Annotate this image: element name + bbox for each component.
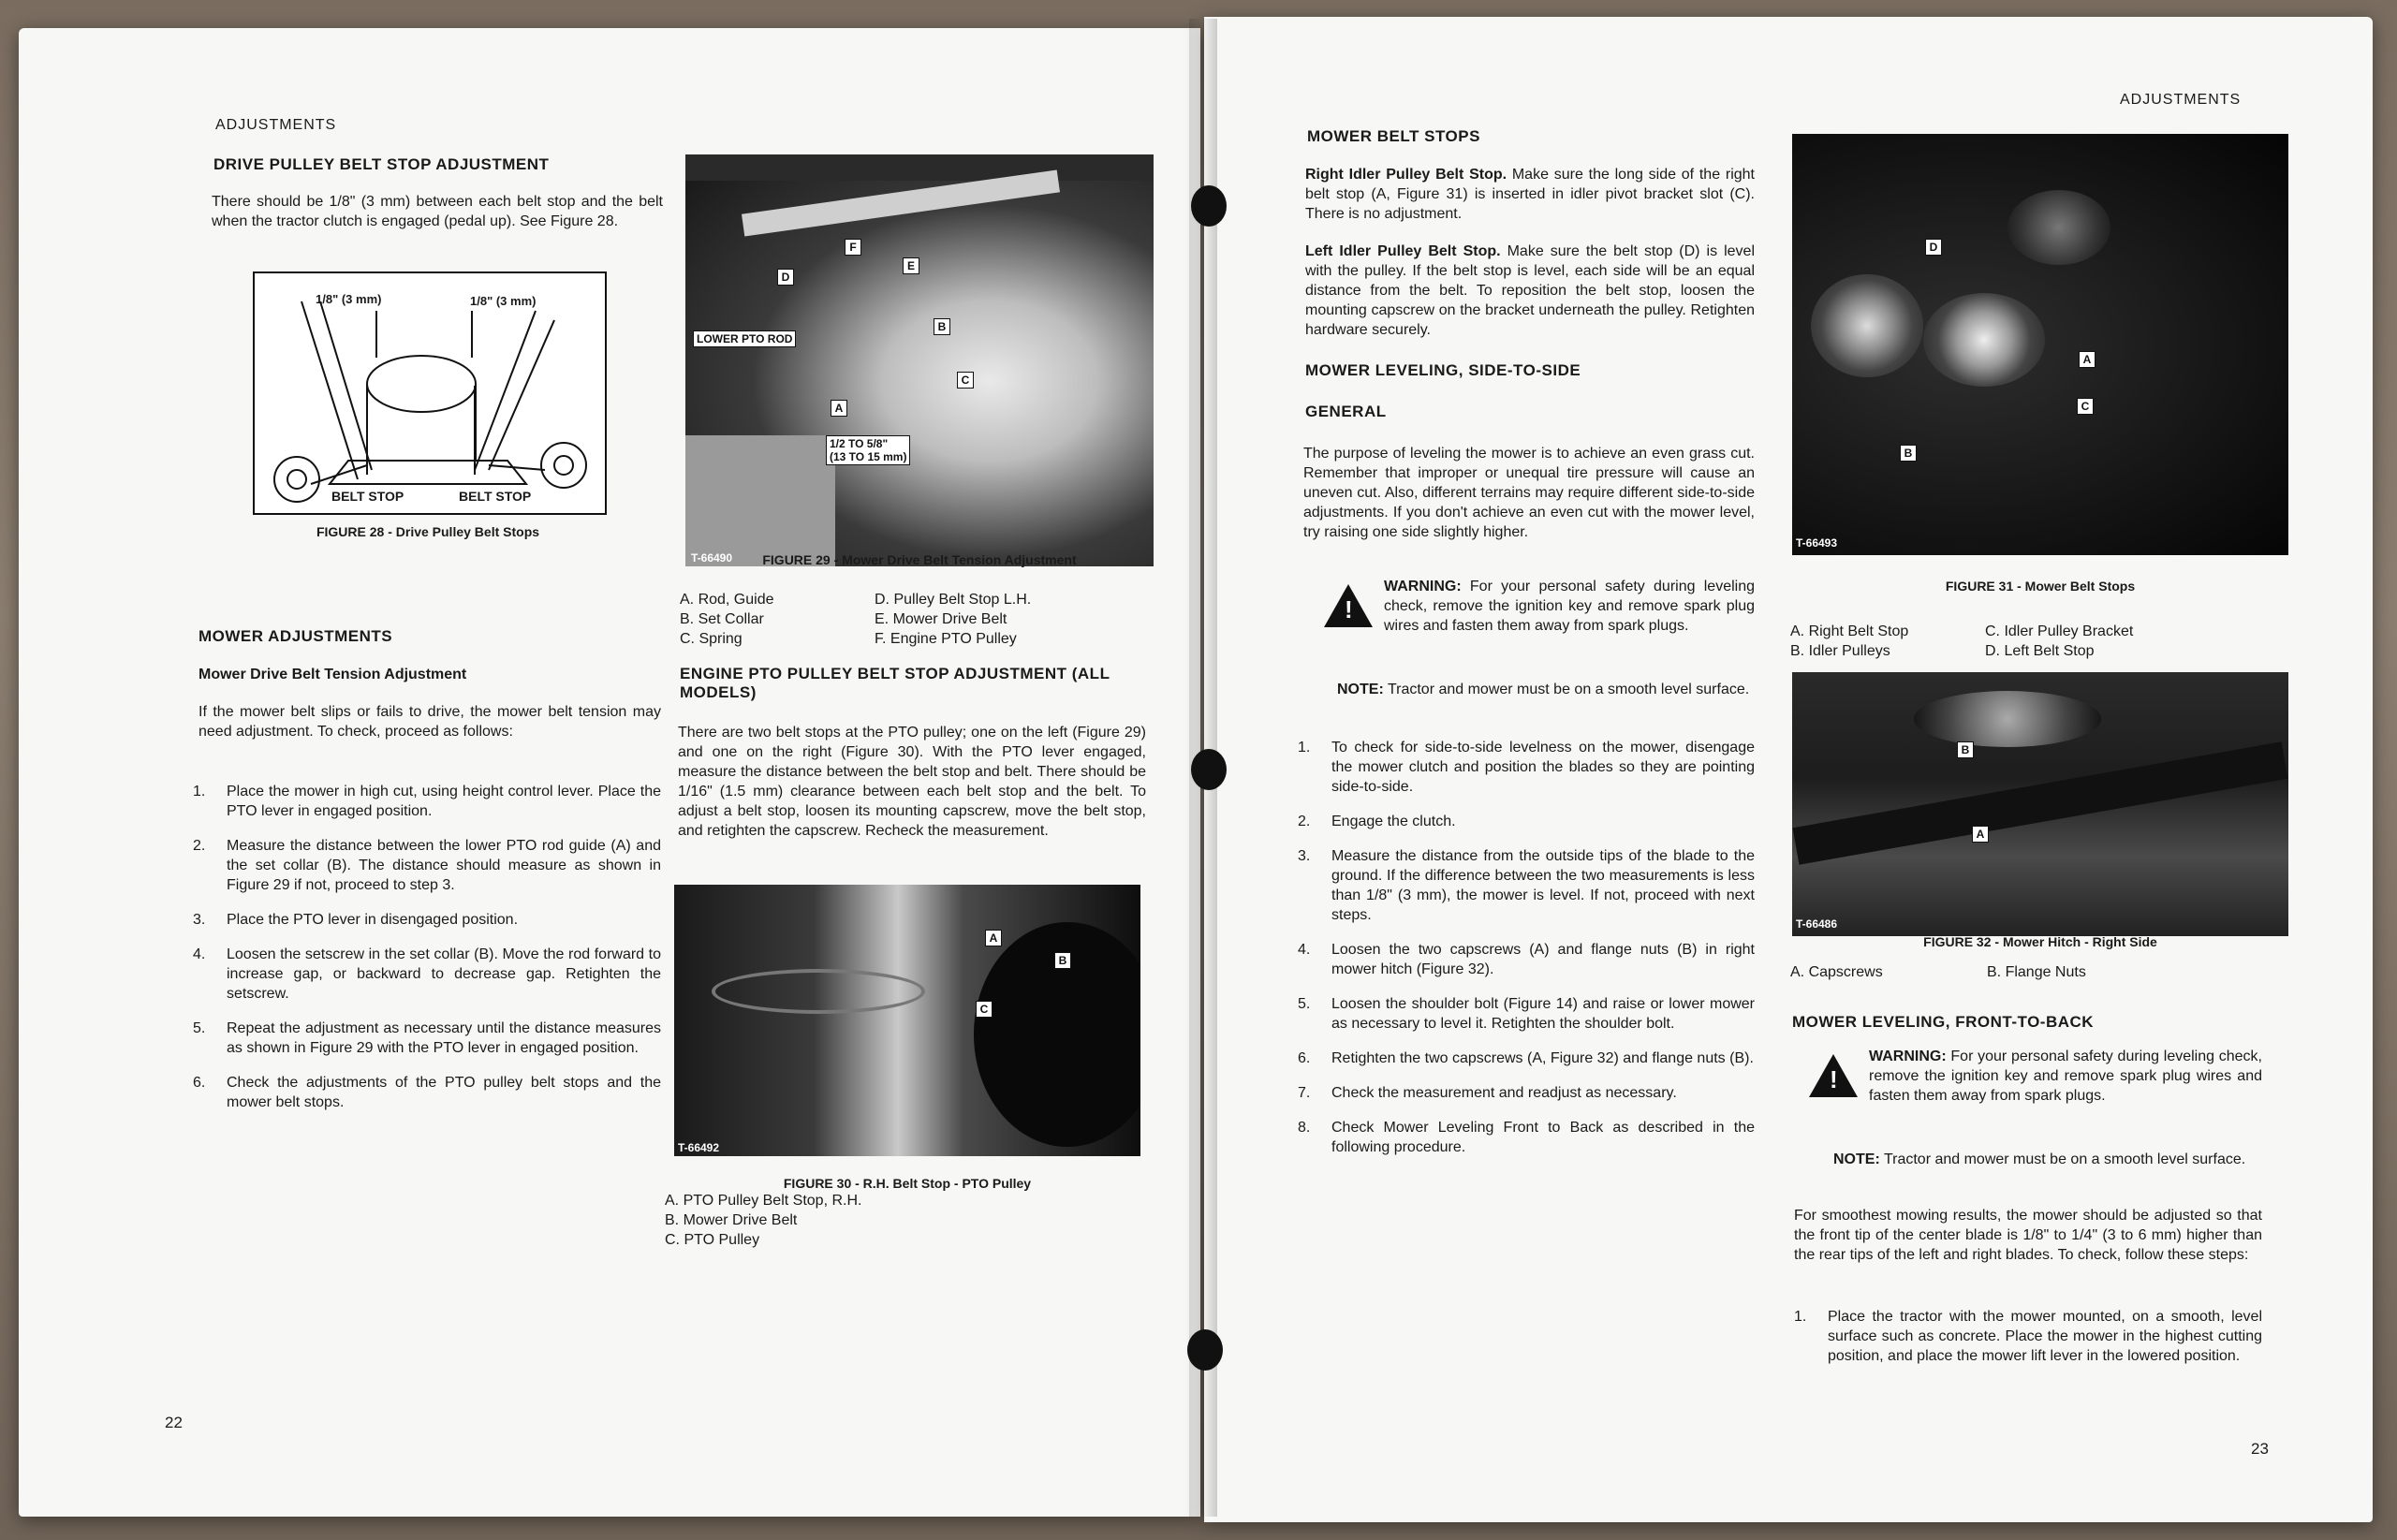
figure-legend: A. Capscrews B. Flange Nuts <box>1790 964 2086 980</box>
steps-list <box>193 782 661 1127</box>
callout-a: A <box>831 400 847 417</box>
figure-30-photo <box>674 885 1140 1156</box>
figure-32-photo <box>1792 672 2288 936</box>
section-title: MOWER BELT STOPS <box>1307 127 1480 145</box>
callout-a: A <box>985 930 1002 946</box>
dimension-label: 1/8" (3 mm) <box>316 292 382 306</box>
figure-29-photo <box>685 154 1154 566</box>
belt-stop-label: BELT STOP <box>331 489 404 504</box>
paragraph: There are two belt stops at the PTO pulley; one on the left (Figure 29) and one on the right (Figure 30). With the PTO lever engaged, measure the distance between the belt stop and belt. There should be 1/16" (1.5 mm) clearance between each belt stop and the belt. To adjust a belt stop, loosen its mounting capscrew, move the belt stop, and retighten the capscrew. Recheck the measurement. <box>678 725 1146 839</box>
figure-caption: FIGURE 32 - Mower Hitch - Right Side <box>1923 934 2157 949</box>
callout-a: A <box>1972 826 1989 843</box>
figure-legend: A. PTO Pulley Belt Stop, R.H. B. Mower Drive Belt C. PTO Pulley <box>665 1193 862 1248</box>
section-title: ENGINE PTO PULLEY BELT STOP ADJUSTMENT (ALL MODELS) <box>680 665 1110 701</box>
list-item: 5. Loosen the shoulder bolt (Figure 14) and raise or lower mower as necessary to level it. Retighten the shoulder bolt. <box>1298 996 1755 1032</box>
dimension-label: 1/8" (3 mm) <box>470 294 537 308</box>
note: NOTE: Tractor and mower must be on a smooth level surface. <box>1833 1151 2246 1167</box>
figure-caption: FIGURE 30 - R.H. Belt Stop - PTO Pulley <box>783 1176 1032 1191</box>
steps-list <box>1298 738 1755 1172</box>
drive-pulley-belt-stops-diagram <box>255 273 605 513</box>
list-item: 4. Loosen the two capscrews (A) and flange nuts (B) in right mower hitch (Figure 32). <box>1298 942 1755 977</box>
belt-stop-label: BELT STOP <box>459 489 532 504</box>
figure-code: T-66492 <box>678 1141 720 1154</box>
list-item: 3. Measure the distance from the outside tips of the blade to the ground. If the difference between the two measurements is less than 1/8" (3 mm), the mower is level. If not, proceed with next steps. <box>1298 848 1755 923</box>
paragraph: If the mower belt slips or fails to drive, the mower belt tension may need adjustment. To check, proceed as follows: <box>199 704 661 740</box>
figure-31-photo <box>1792 134 2288 555</box>
section-title: MOWER LEVELING, SIDE-TO-SIDE <box>1305 361 1581 379</box>
callout-a: A <box>2079 351 2096 368</box>
section-title: MOWER ADJUSTMENTS <box>199 627 393 645</box>
figure-code: T-66490 <box>691 551 733 565</box>
list-item: 2. Measure the distance between the lower PTO rod guide (A) and the set collar (B). The distance should measure as shown in Figure 29 if not, proceed to step 3. <box>193 838 661 893</box>
binding-hole <box>1191 749 1227 790</box>
list-item: 1. Place the tractor with the mower mounted, on a smooth, level surface such as concrete. Place the mower in the highest cutting position, and place the mower lift lever in the lowered position. <box>1794 1309 2262 1364</box>
binding-hole <box>1191 185 1227 227</box>
paragraph: The purpose of leveling the mower is to achieve an even grass cut. Remember that improper or unequal tire pressure will cause an uneven cut. Also, different terrains may require different side-to-side adjustments. If you don't achieve an even cut with the mower level, try raising one side slightly higher. <box>1303 446 1755 540</box>
photo-label: LOWER PTO ROD <box>693 330 796 347</box>
paragraph: For smoothest mowing results, the mower should be adjusted so that the front tip of the center blade is 1/8" to 1/4" (3 to 6 mm) higher than the rear tips of the left and right blades. To check, follow these steps: <box>1794 1208 2262 1263</box>
callout-e: E <box>903 257 919 274</box>
measurement-label: 1/2 TO 5/8" (13 TO 15 mm) <box>826 435 910 465</box>
callout-b: B <box>1957 741 1974 758</box>
section-title: DRIVE PULLEY BELT STOP ADJUSTMENT <box>213 155 550 173</box>
left-page <box>19 28 1200 1517</box>
page-number: 22 <box>165 1414 183 1431</box>
page-header: ADJUSTMENTS <box>2120 92 2242 108</box>
binding-hole <box>1187 1329 1223 1371</box>
warning-icon: ! <box>1809 1054 1858 1097</box>
section-subtitle: GENERAL <box>1305 403 1387 420</box>
section-title: MOWER LEVELING, FRONT-TO-BACK <box>1792 1013 2095 1031</box>
callout-c: C <box>2077 398 2094 415</box>
list-item: 8. Check Mower Leveling Front to Back as described in the following procedure. <box>1298 1120 1755 1155</box>
callout-b: B <box>934 318 950 335</box>
list-item: 7. Check the measurement and readjust as necessary. <box>1298 1085 1677 1101</box>
figure-caption: FIGURE 31 - Mower Belt Stops <box>1945 579 2136 594</box>
page-header: ADJUSTMENTS <box>215 117 337 133</box>
list-item: 1. Place the mower in high cut, using height control lever. Place the PTO lever in engaged position. <box>193 784 661 819</box>
paragraph: Left Idler Pulley Belt Stop. Make sure the belt stop (D) is level with the pulley. If the belt stop is level, each side will be an equal distance from the belt. To reposition the belt stop, loosen the mounting capscrew on the bracket underneath the pulley. Retighten hardware securely. <box>1305 243 1755 338</box>
right-page <box>1204 17 2373 1522</box>
callout-c: C <box>957 372 974 389</box>
warning-block: ! WARNING: For your personal safety during leveling check, remove the ignition key and remove spark plug wires and fasten them away from spark plugs. <box>1324 577 1755 636</box>
list-item: 4. Loosen the setscrew in the set collar (B). Move the rod forward to increase gap, or backward to decrease gap. Retighten the setscrew. <box>193 946 661 1002</box>
figure-28-drawing <box>253 271 607 515</box>
figure-caption: FIGURE 28 - Drive Pulley Belt Stops <box>316 524 540 539</box>
figure-legend: A. Rod, Guide D. Pulley Belt Stop L.H. B. Set Collar E. Mower Drive Belt C. Spring F. Engine PTO Pulley <box>680 592 1032 647</box>
list-item: 3. Place the PTO lever in disengaged position. <box>193 912 519 928</box>
callout-d: D <box>1925 239 1942 256</box>
callout-f: F <box>845 239 861 256</box>
warning-block: ! WARNING: For your personal safety during leveling check, remove the ignition key and remove spark plug wires and fasten them away from spark plugs. <box>1809 1047 2262 1106</box>
list-item: 5. Repeat the adjustment as necessary until the distance measures as shown in Figure 29 with the PTO lever in engaged position. <box>193 1020 661 1056</box>
section-subtitle: Mower Drive Belt Tension Adjustment <box>199 667 467 682</box>
list-item: 2. Engage the clutch. <box>1298 814 1456 829</box>
callout-d: D <box>777 269 794 286</box>
callout-c: C <box>976 1001 993 1018</box>
paragraph: There should be 1/8" (3 mm) between each belt stop and the belt when the tractor clutch is engaged (pedal up). See Figure 28. <box>212 194 663 229</box>
steps-list <box>1794 1307 2262 1381</box>
figure-legend: A. Right Belt Stop C. Idler Pulley Bracket B. Idler Pulleys D. Left Belt Stop <box>1790 623 2134 659</box>
list-item: 6. Retighten the two capscrews (A, Figure 32) and flange nuts (B). <box>1298 1050 1754 1066</box>
figure-caption: FIGURE 29 - Mower Drive Belt Tension Adjustment <box>762 552 1077 567</box>
figure-code: T-66493 <box>1796 536 1838 550</box>
list-item: 6. Check the adjustments of the PTO pulley belt stops and the mower belt stops. <box>193 1075 661 1110</box>
figure-code: T-66486 <box>1796 917 1838 931</box>
paragraph: Right Idler Pulley Belt Stop. Make sure the long side of the right belt stop (A, Figure 31) is inserted in idler pivot bracket slot (C). There is no adjustment. <box>1305 167 1755 222</box>
page-number: 23 <box>2251 1440 2269 1458</box>
note: NOTE: Tractor and mower must be on a smooth level surface. <box>1337 682 1750 697</box>
list-item: 1. To check for side-to-side levelness on the mower, disengage the mower clutch and position the blades so they are pointing side-to-side. <box>1298 740 1755 795</box>
warning-icon: ! <box>1324 584 1373 627</box>
callout-b: B <box>1054 952 1071 969</box>
callout-b: B <box>1900 445 1917 462</box>
